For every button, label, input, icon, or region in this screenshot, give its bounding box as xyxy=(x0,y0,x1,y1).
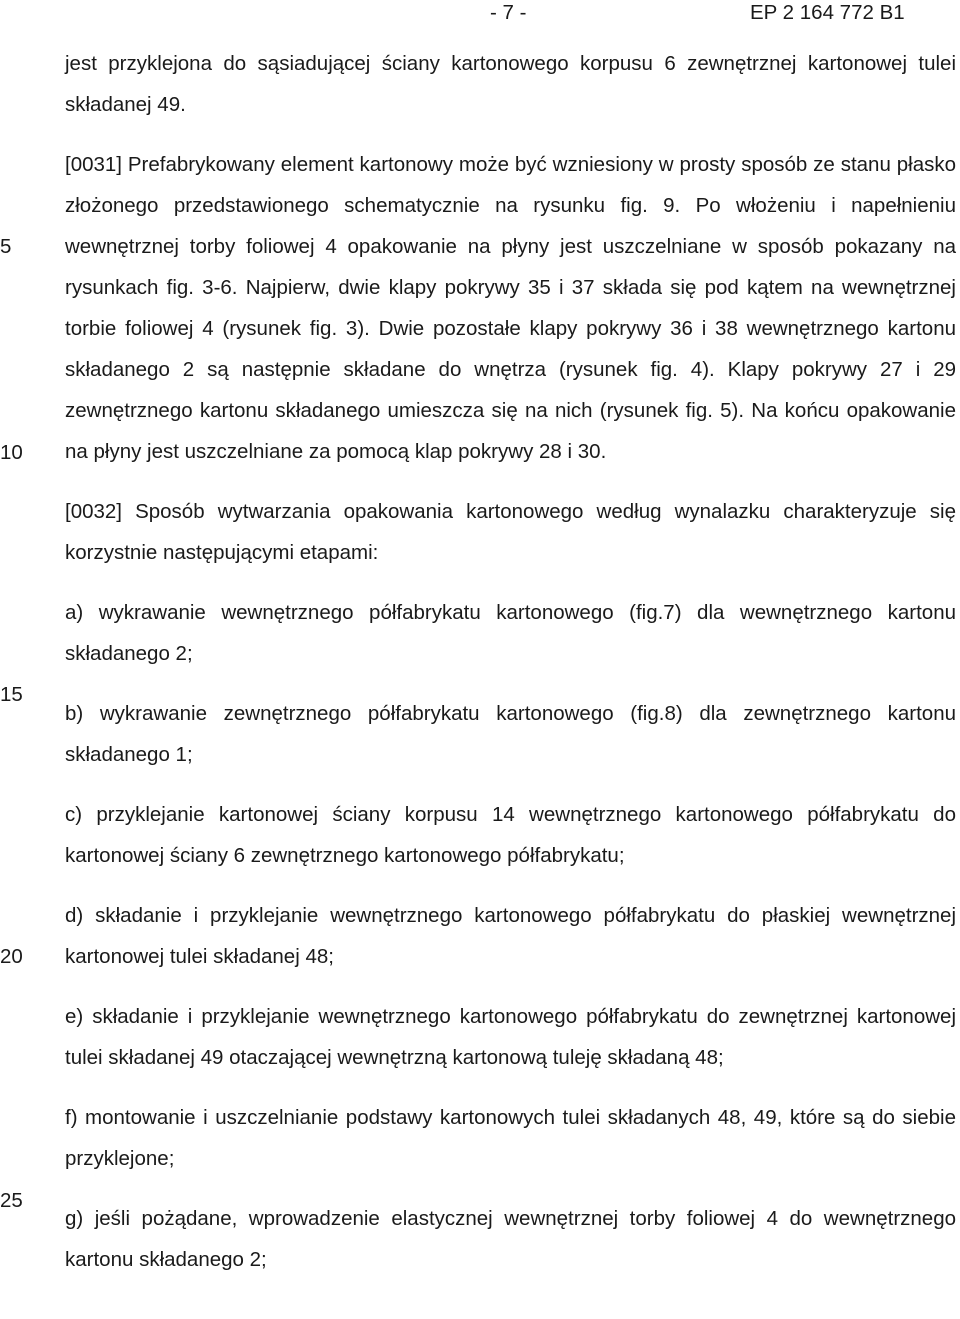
step-e: e) składanie i przyklejanie wewnętrznego kartonowego półfabrykatu do zewnętrznej kartonowej tulei składanej 49 otaczającej wewnętrzną kartonową tuleję składaną 48; xyxy=(65,1005,956,1069)
line-number-15: 15 xyxy=(0,683,23,706)
line-number-20: 20 xyxy=(0,945,23,968)
step-f: f) montowanie i uszczelnianie podstawy kartonowych tulei składanych 48, 49, które są do siebie przyklejone; xyxy=(65,1106,956,1170)
paragraph-0031: [0031] Prefabrykowany element kartonowy może być wzniesiony w prosty sposób ze stanu płasko złożonego przedstawionego schematycznie na rysunku fig. 9. Po włożeniu i napełnieniu wewnętrznej torby foliowej 4 opakowanie na płyny jest uszczelniane w sposób pokazany na rysunkach fig. 3-6. Najpierw, dwie klapy pokrywy 35 i 37 składa się pod kątem na wewnętrznej torbie foliowej 4 (rysunek fig. 3). Dwie pozostałe klapy pokrywy 36 i 38 wewnętrznego kartonu składanego 2 są następnie składane do wnętrza (rysunek fig. 4). Klapy pokrywy 27 i 29 zewnętrznego kartonu składanego umieszcza się na nich (rysunek fig. 5). Na końcu opakowanie na płyny jest uszczelniane za pomocą klap pokrywy 28 i 30. xyxy=(65,153,956,463)
step-b: b) wykrawanie zewnętrznego półfabrykatu kartonowego (fig.8) dla zewnętrznego kartonu składanego 1; xyxy=(65,702,956,766)
paragraph-continuation: jest przyklejona do sąsiadującej ściany kartonowego korpusu 6 zewnętrznej kartonowej tulei składanej 49. xyxy=(65,52,956,116)
document-body xyxy=(65,43,956,1280)
paragraph-0032: [0032] Sposób wytwarzania opakowania kartonowego według wynalazku charakteryzuje się korzystnie następującymi etapami: xyxy=(65,500,956,564)
step-d: d) składanie i przyklejanie wewnętrznego kartonowego półfabrykatu do płaskiej wewnętrznej kartonowej tulei składanej 48; xyxy=(65,904,956,968)
line-number-10: 10 xyxy=(0,441,23,464)
line-number-5: 5 xyxy=(0,235,12,258)
page-number: - 7 - xyxy=(490,1,527,24)
step-g: g) jeśli pożądane, wprowadzenie elastycznej wewnętrznej torby foliowej 4 do wewnętrznego kartonu składanego 2; xyxy=(65,1207,956,1271)
document-id: EP 2 164 772 B1 xyxy=(750,1,905,24)
line-number-25: 25 xyxy=(0,1189,23,1212)
step-a: a) wykrawanie wewnętrznego półfabrykatu kartonowego (fig.7) dla wewnętrznego kartonu składanego 2; xyxy=(65,601,956,665)
step-c: c) przyklejanie kartonowej ściany korpusu 14 wewnętrznego kartonowego półfabrykatu do kartonowej ściany 6 zewnętrznego kartonowego półfabrykatu; xyxy=(65,803,956,867)
